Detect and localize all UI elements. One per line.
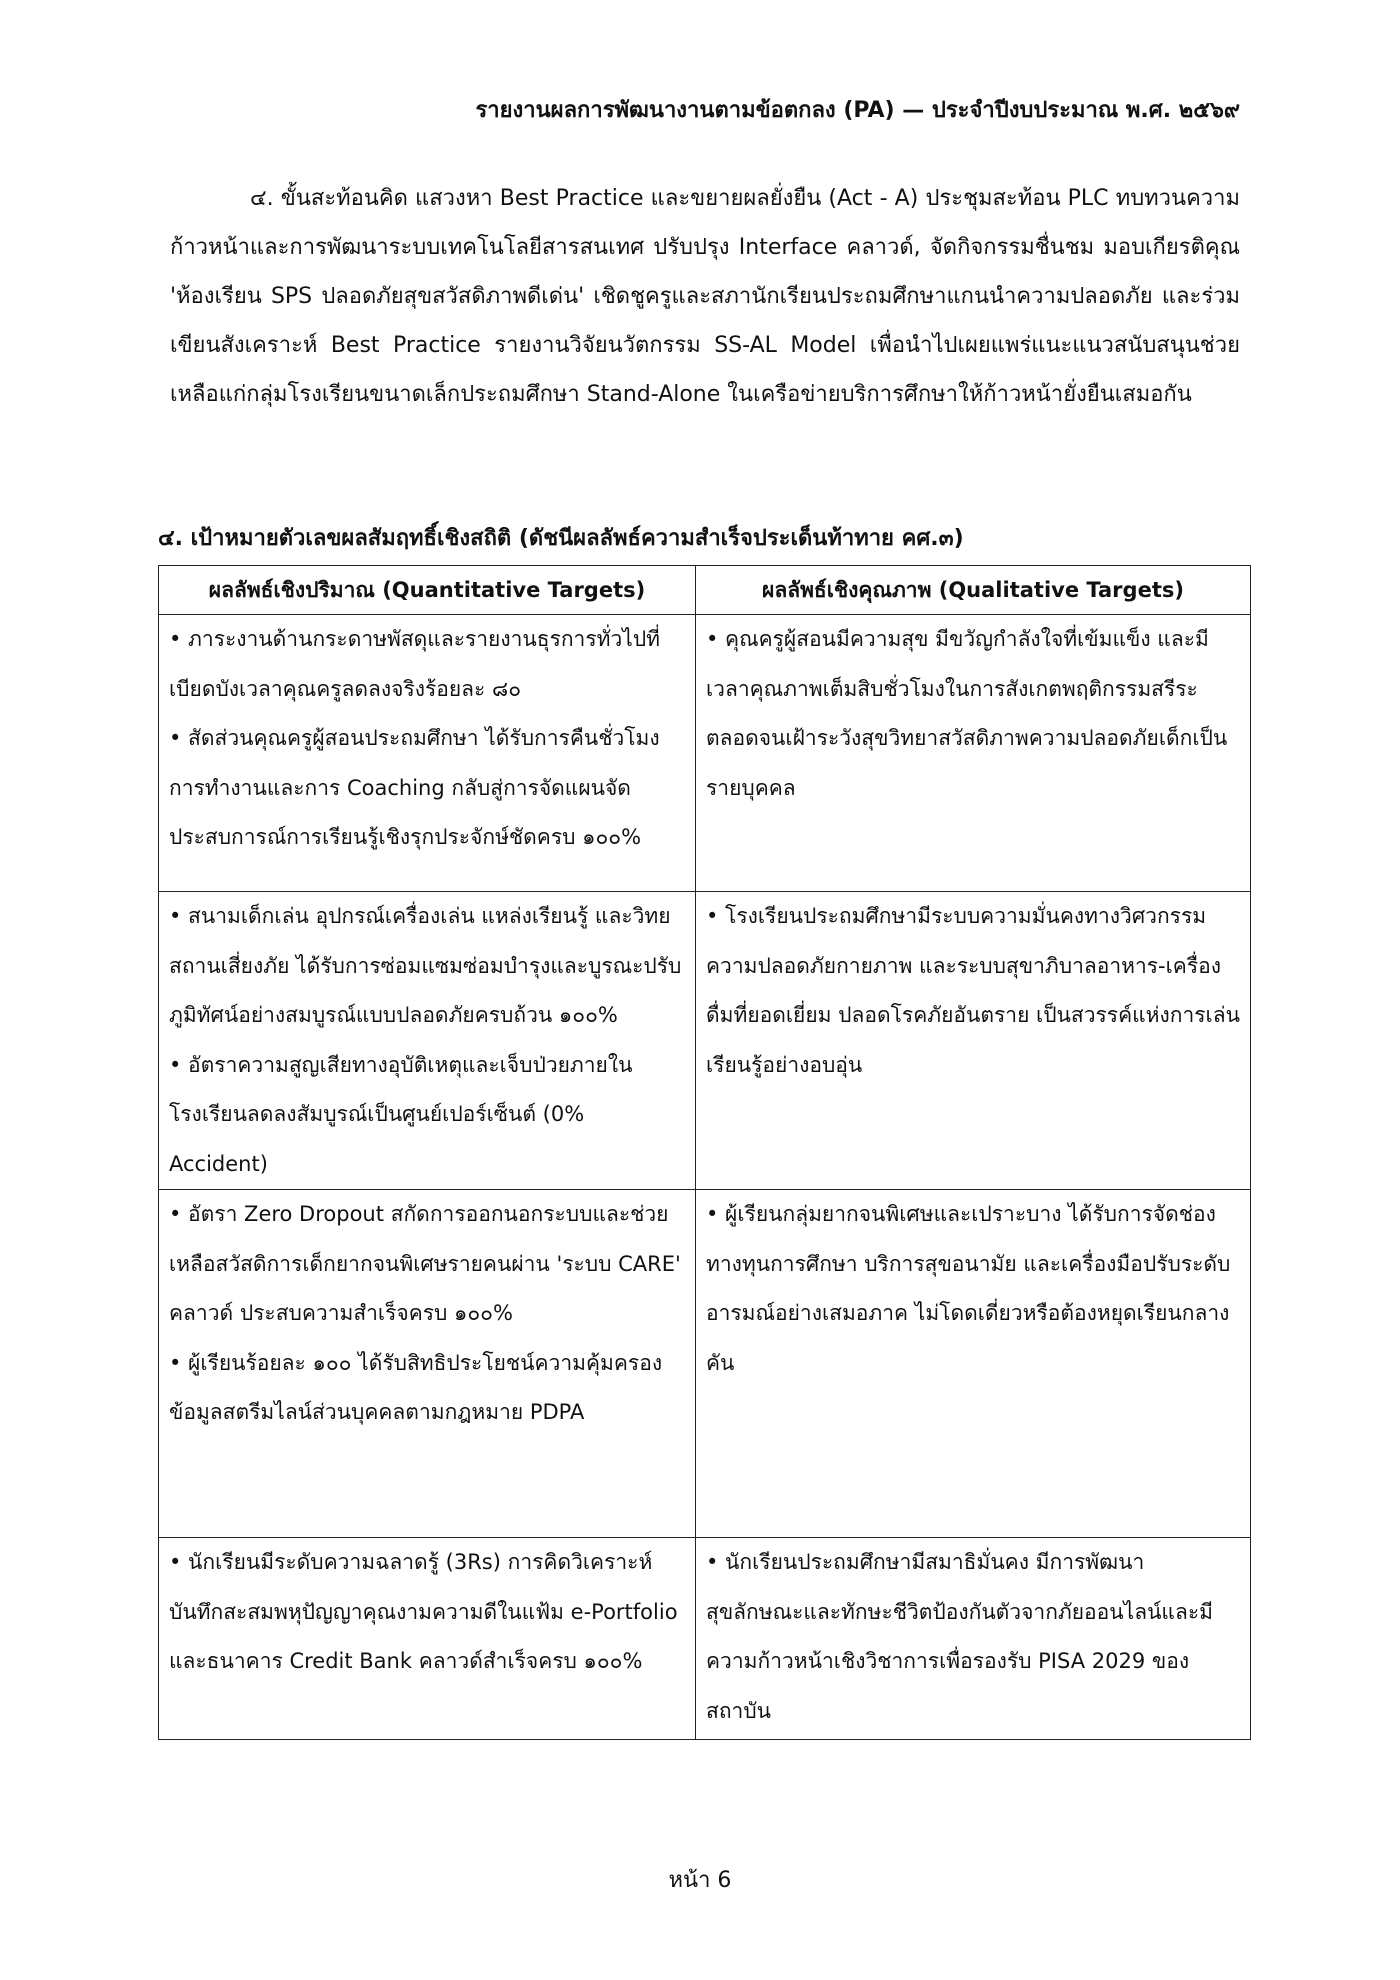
bullet-item: • นักเรียนประถมศึกษามีสมาธิมั่นคง มีการพัฒนาสุขลักษณะและทักษะชีวิตป้องกันตัวจากภัยออนไลน์และมีความก้าวหน้าเชิงวิชาการเพื่อรองรับ PISA 2029 ของสถาบัน — [706, 1550, 1213, 1723]
bullet-item: • นักเรียนมีระดับความฉลาดรู้ (3Rs) การคิดวิเคราะห์ บันทึกสะสมพหุปัญญาคุณงามความดีในแฟ้ม e-Portfolio และธนาคาร Credit Bank คลาวด์สำเร็จครบ ๑๐๐% — [169, 1550, 678, 1673]
quantitative-cell — [159, 892, 696, 1190]
header-quantitative: ผลลัพธ์เชิงปริมาณ (Quantitative Targets) — [159, 566, 696, 615]
bullet-item: • โรงเรียนประถมศึกษามีระบบความมั่นคงทางวิศวกรรมความปลอดภัยกายภาพ และระบบสุขาภิบาลอาหาร-เครื่องดื่มที่ยอดเยี่ยม ปลอดโรคภัยอันตราย เป็นสวรรค์แห่งการเล่นเรียนรู้อย่างอบอุ่น — [706, 904, 1240, 1077]
bullet-item: • ผู้เรียนกลุ่มยากจนพิเศษและเปราะบาง ได้รับการจัดช่องทางทุนการศึกษา บริการสุขอนามัย และเครื่องมือปรับระดับอารมณ์อย่างเสมอภาค ไม่โดดเดี่ยวหรือต้องหยุดเรียนกลางคัน — [706, 1202, 1231, 1375]
qualitative-cell — [696, 615, 1251, 892]
bullet-item: • สนามเด็กเล่น อุปกรณ์เครื่องเล่น แหล่งเรียนรู้ และวิทยสถานเสี่ยงภัย ได้รับการซ่อมแซมซ่อมบำรุงและบูรณะปรับภูมิทัศน์อย่างสมบูรณ์แบบปลอดภัยครบถ้วน ๑๐๐% — [169, 904, 682, 1027]
table-row — [159, 1538, 1251, 1740]
bullet-item: • ผู้เรียนร้อยละ ๑๐๐ ได้รับสิทธิประโยชน์ความคุ้มครองข้อมูลสตรีมไลน์ส่วนบุคคลตามกฎหมาย PDPA — [169, 1350, 663, 1424]
bullet-item: • อัตรา Zero Dropout สกัดการออกนอกระบบและช่วยเหลือสวัสดิการเด็กยากจนพิเศษรายคนผ่าน 'ระบบ CARE' คลาวด์ ประสบความสำเร็จครบ ๑๐๐% — [169, 1202, 681, 1325]
bullet-item: • คุณครูผู้สอนมีความสุข มีขวัญกำลังใจที่เข้มแข็ง และมีเวลาคุณภาพเต็มสิบชั่วโมงในการสังเกตพฤติกรรมสรีระ ตลอดจนเฝ้าระวังสุขวิทยาสวัสดิภาพความปลอดภัยเด็กเป็นรายบุคคล — [706, 627, 1228, 800]
qualitative-cell — [696, 1538, 1251, 1740]
body-paragraph: ๔. ขั้นสะท้อนคิด แสวงหา Best Practice และขยายผลยั่งยืน (Act - A) ประชุมสะท้อน PLC ทบทวนความก้าวหน้าและการพัฒนาระบบเทคโนโลยีสารสนเทศ ปรับปรุง Interface คลาวด์, จัดกิจกรรมชื่นชม มอบเกียรติคุณ 'ห้องเรียน SPS ปลอดภัยสุขสวัสดิภาพดีเด่น' เชิดชูครูและสภานักเรียนประถมศึกษาแกนนำความปลอดภัย และร่วมเขียนสังเคราะห์ Best Practice รายงานวิจัยนวัตกรรม SS-AL Model เพื่อนำไปเผยแพร่แนะแนวสนับสนุนช่วยเหลือแก่กลุ่มโรงเรียนขนาดเล็กประถมศึกษา Stand-Alone ในเครือข่ายบริการศึกษาให้ก้าวหน้ายั่งยืนเสมอกัน — [170, 186, 1240, 407]
bullet-item: • สัดส่วนคุณครูผู้สอนประถมศึกษา ได้รับการคืนชั่วโมงการทำงานและการ Coaching กลับสู่การจัดแผนจัดประสบการณ์การเรียนรู้เชิงรุกประจักษ์ชัดครบ ๑๐๐% — [169, 726, 660, 849]
qualitative-cell — [696, 892, 1251, 1190]
page-number: หน้า 6 — [668, 1868, 732, 1893]
quantitative-cell — [159, 615, 696, 892]
bullet-item: • ภาระงานด้านกระดาษพัสดุและรายงานธุรการทั่วไปที่เบียดบังเวลาคุณครูลดลงจริงร้อยละ ๘๐ — [169, 627, 660, 701]
header-qualitative: ผลลัพธ์เชิงคุณภาพ (Qualitative Targets) — [696, 566, 1251, 615]
table-row — [159, 1190, 1251, 1538]
table-header-row — [159, 566, 1251, 615]
section-title: ๔. เป้าหมายตัวเลขผลสัมฤทธิ์เชิงสถิติ (ดัชนีผลลัพธ์ความสำเร็จประเด็นท้าทาย คศ.๓) — [158, 526, 964, 551]
bullet-item: • อัตราความสูญเสียทางอุบัติเหตุและเจ็บป่วยภายในโรงเรียนลดลงสัมบูรณ์เป็นศูนย์เปอร์เซ็นต์ (0% Accident) — [169, 1052, 633, 1176]
page-header: รายงานผลการพัฒนางานตามข้อตกลง (PA) — ประจำปีงบประมาณ พ.ศ. ๒๕๖๙ — [475, 98, 1240, 123]
qualitative-cell — [696, 1190, 1251, 1538]
table-row — [159, 615, 1251, 892]
quantitative-cell — [159, 1190, 696, 1538]
targets-table — [158, 565, 1251, 1740]
quantitative-cell — [159, 1538, 696, 1740]
table-row — [159, 892, 1251, 1190]
